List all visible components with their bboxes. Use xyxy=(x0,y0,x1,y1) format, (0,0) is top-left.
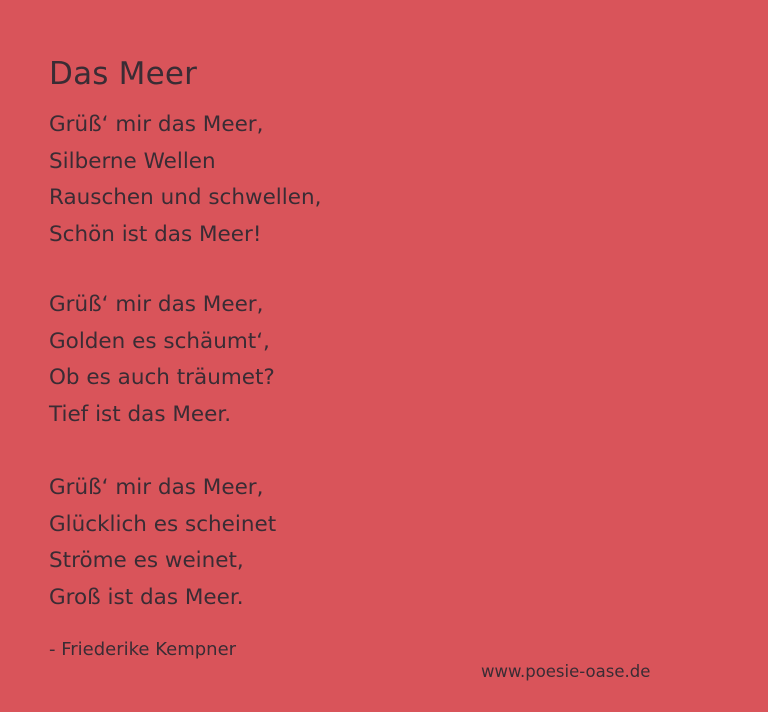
poem-author: - Friederike Kempner xyxy=(49,639,237,660)
poem-line: Ob es auch träumet? xyxy=(49,365,275,390)
poem-stanza-2 xyxy=(49,287,275,433)
poem-stanza-1 xyxy=(49,107,321,253)
poem-line: Groß ist das Meer. xyxy=(49,584,244,610)
poem-line: Schön ist das Meer! xyxy=(49,221,262,247)
poem-line: Grüß‘ mir das Meer, xyxy=(49,112,264,137)
poem-line: Glücklich es scheinet xyxy=(49,511,277,537)
poem-line: Grüß‘ mir das Meer, xyxy=(49,292,264,317)
poem-line: Rauschen und schwellen, xyxy=(49,185,322,210)
poem-line: Grüß‘ mir das Meer, xyxy=(49,475,264,500)
poem-line: Tief ist das Meer. xyxy=(49,401,232,427)
poem-title: Das Meer xyxy=(49,56,198,92)
poem-stanza-3 xyxy=(49,470,276,616)
poem-line: Silberne Wellen xyxy=(49,148,216,174)
website-watermark: www.poesie-oase.de xyxy=(481,662,651,681)
poem-line: Golden es schäumt‘, xyxy=(49,328,270,354)
poem-line: Ströme es weinet, xyxy=(49,548,244,573)
